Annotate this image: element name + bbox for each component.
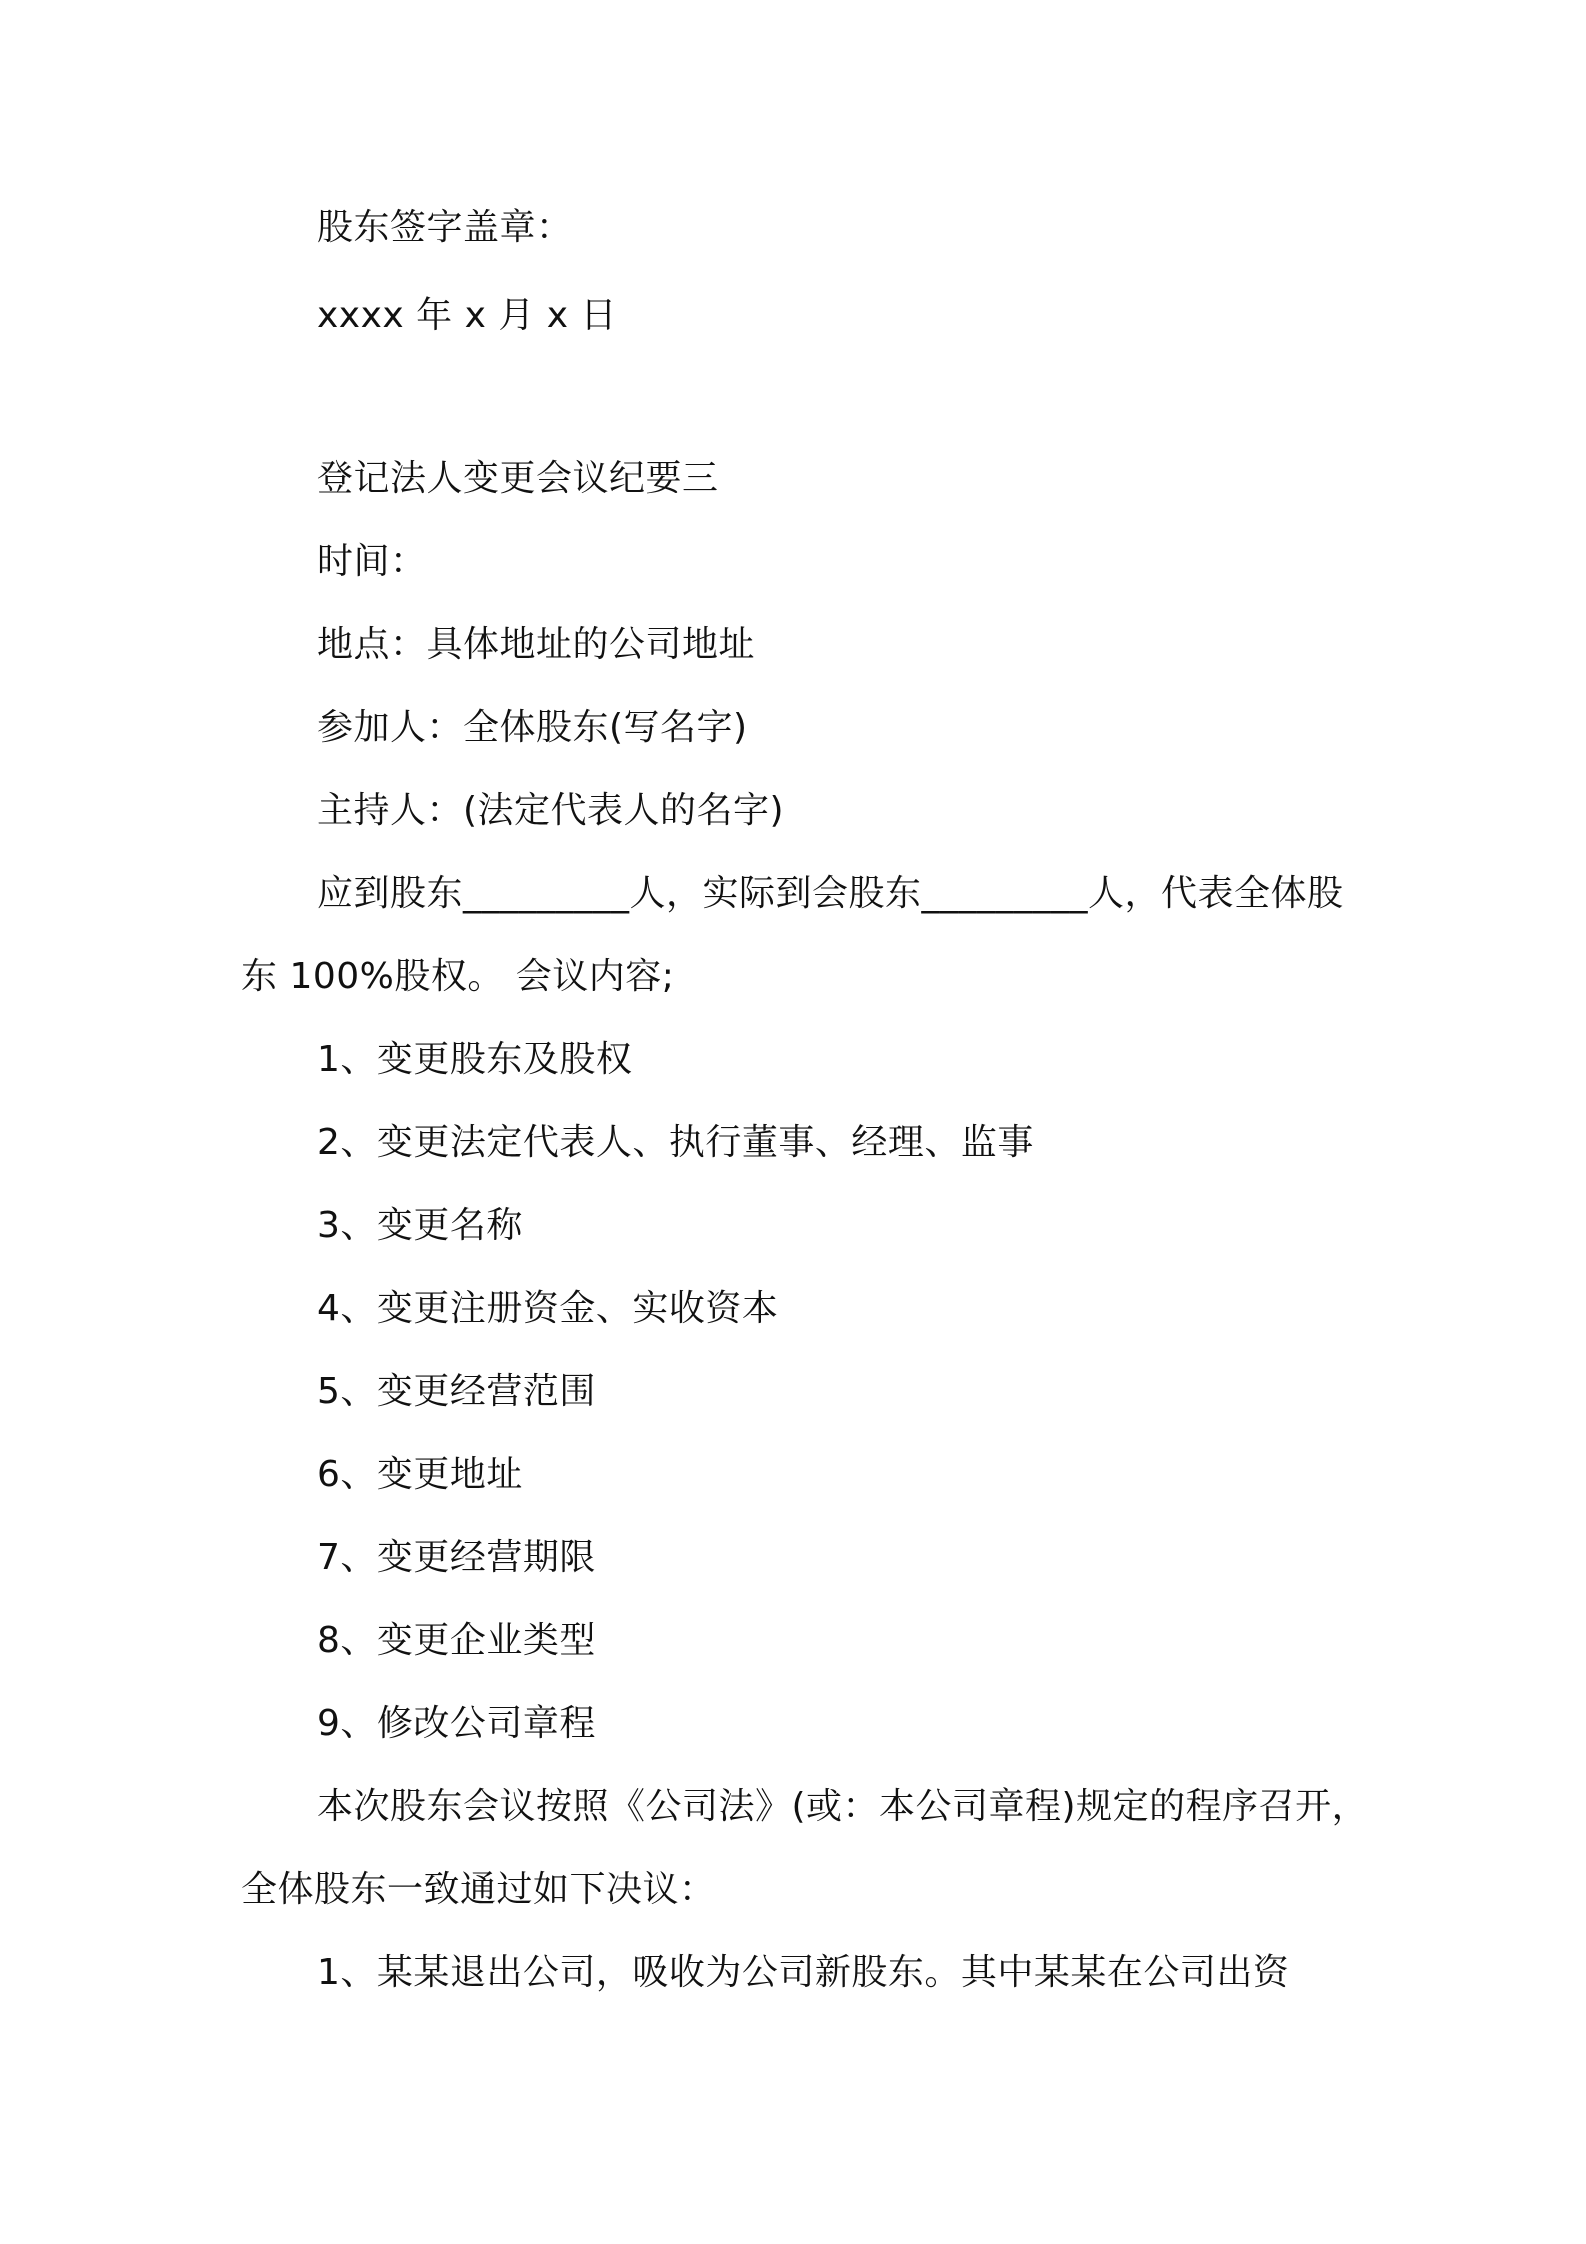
section-title: 登记法人变更会议纪要三 [317, 458, 719, 499]
agenda-item: 3、变更名称 [317, 1205, 523, 1246]
agenda-item: 4、变更注册资金、实收资本 [317, 1288, 779, 1329]
attendance-line: 应到股东_________人，实际到会股东_________人，代表全体股 [317, 873, 1344, 914]
host-line: 主持人：(法定代表人的名字) [317, 790, 785, 831]
signature-label: 股东签字盖章： [317, 207, 573, 248]
agenda-item: 1、变更股东及股权 [317, 1039, 633, 1080]
agenda-item: 5、变更经营范围 [317, 1371, 596, 1412]
agenda-item: 2、变更法定代表人、执行董事、经理、监事 [317, 1122, 1034, 1163]
resolution-intro: 本次股东会议按照《公司法》(或：本公司章程)规定的程序召开， [317, 1786, 1369, 1827]
date-line: xxxx 年 x 月 x 日 [317, 295, 618, 336]
participants-line: 参加人：全体股东(写名字) [317, 707, 748, 748]
agenda-item: 7、变更经营期限 [317, 1537, 596, 1578]
attendance-line-continued: 东 100%股权。 会议内容; [241, 956, 675, 997]
agenda-item: 8、变更企业类型 [317, 1620, 596, 1661]
resolution-item: 1、某某退出公司，吸收为公司新股东。其中某某在公司出资 [317, 1952, 1290, 1993]
location-line: 地点：具体地址的公司地址 [317, 624, 756, 665]
agenda-item: 6、变更地址 [317, 1454, 523, 1495]
resolution-intro-continued: 全体股东一致通过如下决议： [241, 1869, 716, 1910]
time-line: 时间： [317, 541, 427, 582]
agenda-item: 9、修改公司章程 [317, 1703, 596, 1744]
